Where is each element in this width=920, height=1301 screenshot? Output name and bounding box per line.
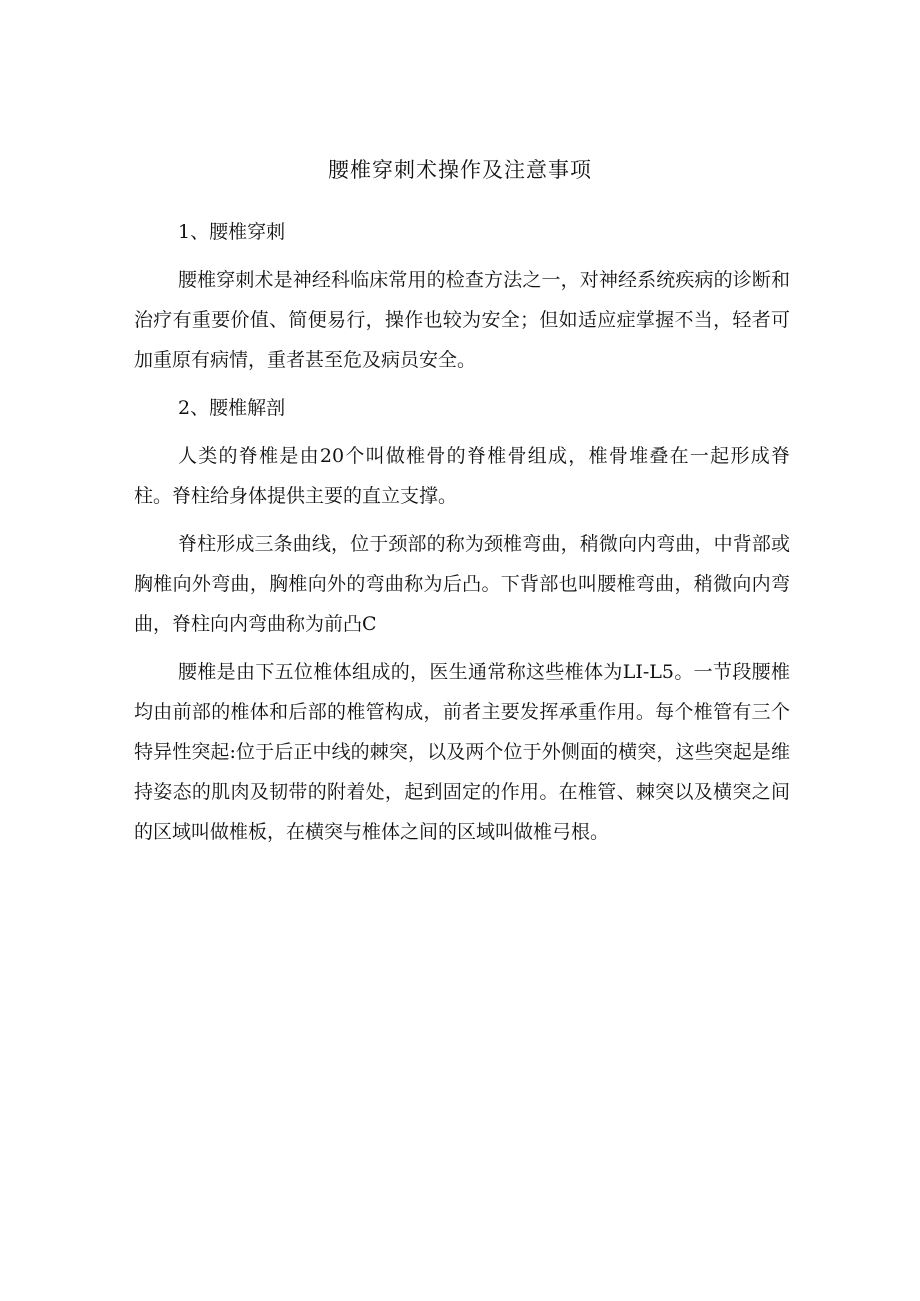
document-title: 腰椎穿刺术操作及注意事项	[328, 158, 592, 182]
paragraph-lumbar-vertebrae: 腰椎是由下五位椎体组成的，医生通常称这些椎体为LI-L5。一节段腰椎均由前部的椎体和后部的椎管构成，前者主要发挥承重作用。每个椎管有三个特异性突起:位于后正中线的棘突，以及两个位于外侧面的横突，这些突起是维持姿态的肌肉及韧带的附着处，起到固定的作用。在椎管、棘突以及横突之间的区域叫做椎板，在横突与椎体之间的区域叫做椎弓根。	[134, 661, 790, 843]
section-heading-lumbar-anatomy: 2、腰椎解剖	[178, 397, 286, 419]
paragraph-spine-composition: 人类的脊椎是由20个叫做椎骨的脊椎骨组成，椎骨堆叠在一起形成脊柱。脊柱给身体提供主要的直立支撑。	[134, 445, 790, 507]
document-body	[134, 212, 790, 860]
paragraph-lumbar-puncture-intro: 腰椎穿刺术是神经科临床常用的检查方法之一，对神经系统疾病的诊断和治疗有重要价值、简便易行，操作也较为安全；但如适应症掌握不当，轻者可加重原有病情，重者甚至危及病员安全。	[134, 269, 790, 371]
paragraph-spine-curves: 脊柱形成三条曲线，位于颈部的称为颈椎弯曲，稍微向内弯曲，中背部或胸椎向外弯曲，胸椎向外的弯曲称为后凸。下背部也叫腰椎弯曲，稍微向内弯曲，脊柱向内弯曲称为前凸C	[134, 533, 790, 635]
section-heading-lumbar-puncture: 1、腰椎穿刺	[178, 221, 286, 243]
